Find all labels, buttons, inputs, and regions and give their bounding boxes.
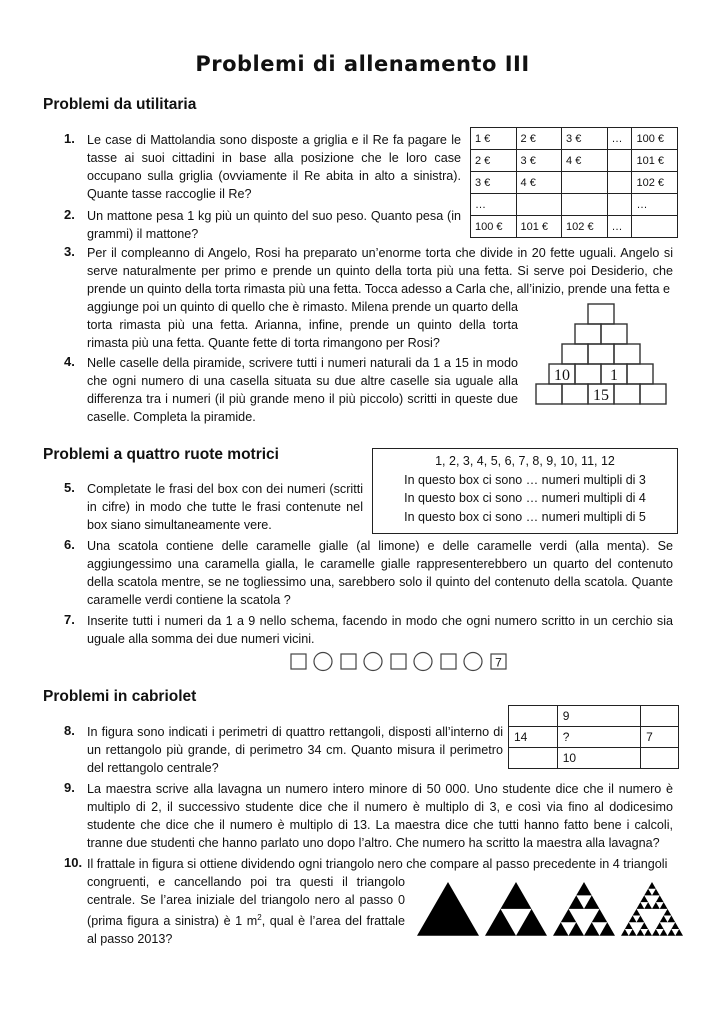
grid-cell: 3 €: [516, 150, 562, 172]
problem-number: 3.: [64, 244, 75, 259]
grid-cell: …: [607, 216, 632, 238]
problem-number: 1.: [64, 131, 75, 146]
problem-text: [87, 873, 405, 949]
problem-number: 7.: [64, 612, 75, 627]
fractal-figure: [415, 880, 685, 936]
grid-cell: …: [471, 194, 517, 216]
fractal-step-3-triangle: [668, 916, 676, 923]
grid-cell: …: [632, 194, 678, 216]
fractal-step-3-triangle: [644, 929, 652, 936]
problem-number: 8.: [64, 723, 75, 738]
rect-right-perimeter: 7: [641, 727, 679, 748]
grid-cell: [607, 172, 632, 194]
grid-cell: 3 €: [471, 172, 517, 194]
grid-cell: 102 €: [562, 216, 608, 238]
problem-text: Una scatola contiene delle caramelle gialle (al limone) e delle caramelle verdi (alla menta). Se aggiungessimo una caramella gialla, le caramelle gialle rappresenterebbero un quarto del contenuto della scatola mentre, se ne togliessimo una, sarebbero solo il quinto del contenuto della scatola. Quante caramelle verdi contiene la scatola ?: [87, 539, 673, 608]
grid-cell: 2 €: [516, 128, 562, 150]
fractal-step-3-triangle: [637, 929, 645, 936]
statements-box: [372, 448, 678, 534]
fractal-step-3-triangle: [671, 922, 679, 929]
fractal-step-3-triangle: [660, 916, 668, 923]
problem-text: Per il compleanno di Angelo, Rosi ha preparato un’enorme torta che divide in 20 fette uguali. Angelo si serve naturalmente per primo e prende un quinto della torta più una fetta. Si serve poi Desiderio, che prende un quinto della torta rimasta più una fetta. Tocca adesso a Carla che, all’inizio, prende una fetta e: [87, 246, 673, 297]
problem-number: 2.: [64, 207, 75, 222]
fractal-step-3-triangle: [652, 889, 660, 896]
fractal-step-2-triangle: [569, 922, 585, 935]
problem-text: Le case di Mattolandia sono disposte a griglia e il Re fa pagare le tasse ai suoi cittadini in base alla posizione che le loro case occupano sulla griglia (ovviamente il Re abita in alto a sinistra). Quante tasse raccoglie il Re?: [87, 133, 461, 202]
fractal-step-3-triangle: [675, 929, 683, 936]
problem-text: Un mattone pesa 1 kg più un quinto del suo peso. Quanto pesa (in grammi) il mattone?: [87, 209, 461, 242]
grid-cell: 4 €: [516, 172, 562, 194]
problem-number: 4.: [64, 354, 75, 369]
fractal-step-2-triangle: [561, 909, 577, 922]
grid-cell: 3 €: [562, 128, 608, 150]
scheme-given-value: 7: [495, 655, 502, 670]
fractal-step-2-triangle: [553, 922, 569, 935]
grid-cell: 100 €: [632, 128, 678, 150]
fractal-step-1-triangle: [501, 882, 532, 909]
grid-cell: [607, 150, 632, 172]
grid-row: [471, 150, 678, 172]
grid-cell: 102 €: [632, 172, 678, 194]
grid-row: [471, 194, 678, 216]
pyramid-value: 10: [554, 367, 570, 384]
fractal-step-3-triangle: [629, 929, 637, 936]
problem-text: Completate le frasi del box con dei numeri (scritti in cifre) in modo che tutte le frasi contenute nel box siano simultaneamente vere.: [87, 482, 363, 533]
problem-text: aggiunge poi un quinto di quello che è rimasto. Milena prende un quarto della torta rimasta più una fetta. Arianna, infine, prende un quinto della torta rimasta più una fetta. Quante fette di torta rimangono per Rosi?: [87, 300, 518, 351]
fractal-step-0-triangle: [417, 882, 479, 936]
rect-top-perimeter: 9: [557, 706, 640, 727]
rect-left-perimeter: 14: [509, 727, 558, 748]
fractal-step-1-triangle: [516, 909, 547, 936]
problem-text: La maestra scrive alla lavagna un numero intero minore di 50 000. Uno studente dice che il numero è multiplo di 2, il successivo studente dice che il numero è multiplo di 3, e così via fino al dodicesimo studente che dice che il numero è multiplo di 13. La maestra dice che tutti hanno fatto bene i calcoli, tranne due studenti che hanno parlato uno dopo l’altro. Che numero ha scritto la maestra alla lavagna?: [87, 782, 673, 851]
fractal-step-2-triangle: [584, 895, 600, 908]
section-heading-utilitaria: Problemi da utilitaria: [43, 96, 197, 113]
rect-bottom-perimeter: 10: [557, 748, 640, 769]
problem-text-part: , qual è l’area del frattale al passo 2013?: [87, 914, 405, 947]
fractal-step-3-triangle: [652, 929, 660, 936]
fractal-step-3-triangle: [656, 922, 664, 929]
fractal-step-3-triangle: [648, 882, 656, 889]
grid-cell: [562, 194, 608, 216]
problem-number: 9.: [64, 780, 75, 795]
rect-center-unknown: ?: [557, 727, 640, 748]
grid-row: [471, 128, 678, 150]
grid-cell: [516, 194, 562, 216]
problem-number: 6.: [64, 537, 75, 552]
fractal-step-2-triangle: [592, 909, 608, 922]
fractal-step-3-triangle: [637, 916, 645, 923]
fractal-step-2-triangle: [584, 922, 600, 935]
pyramid-value: 1: [610, 367, 618, 384]
grid-cell: [607, 194, 632, 216]
problem-number: 5.: [64, 480, 75, 495]
fractal-step-2-triangle: [576, 882, 592, 895]
grid-cell: [632, 216, 678, 238]
pyramid-value: 15: [593, 387, 609, 404]
box-line: In questo box ci sono … numeri multipli di 4: [404, 491, 646, 505]
grid-row: [471, 172, 678, 194]
problem-text: Inserite tutti i numeri da 1 a 9 nello schema, facendo in modo che ogni numero scritto in un cerchio sia uguale alla somma dei due numeri vicini.: [87, 614, 673, 647]
grid-cell: 4 €: [562, 150, 608, 172]
fractal-step-3-triangle: [664, 909, 672, 916]
problem-number: 10.: [64, 855, 83, 870]
fractal-step-3-triangle: [625, 922, 633, 929]
fractal-step-3-triangle: [621, 929, 629, 936]
fractal-step-3-triangle: [629, 916, 637, 923]
grid-cell: 2 €: [471, 150, 517, 172]
problem-text: Il frattale in figura si ottiene dividendo ogni triangolo nero che compare al passo precedente in 4 triangoli: [87, 857, 668, 871]
circle-square-scheme: [288, 651, 510, 673]
grid-cell: …: [607, 128, 632, 150]
fractal-step-3-triangle: [652, 902, 660, 909]
fractal-step-1-triangle: [485, 909, 516, 936]
problem-text: In figura sono indicati i perimetri di quattro rettangoli, disposti all’interno di un rettangolo più grande, di perimetro 34 cm. Quanto misura il perimetro del rettangolo centrale?: [87, 725, 503, 776]
fractal-step-3-triangle: [660, 902, 668, 909]
grid-cell: 101 €: [632, 150, 678, 172]
problem-text: Nelle caselle della piramide, scrivere tutti i numeri naturali da 1 a 15 in modo che ogni numero di una casella situata su due altre caselle sia uguale alla differenza tra i numeri (il più grande meno il più piccolo) scritti in queste due caselle. Completa la piramide.: [87, 356, 518, 425]
grid-cell: 101 €: [516, 216, 562, 238]
section-heading-cabriolet: Problemi in cabriolet: [43, 688, 197, 705]
fractal-step-2-triangle: [600, 922, 616, 935]
fractal-step-3-triangle: [640, 922, 648, 929]
tax-grid-table: [470, 127, 678, 238]
grid-cell: [562, 172, 608, 194]
section-heading-quattro-ruote: Problemi a quattro ruote motrici: [43, 446, 279, 463]
grid-row: [471, 216, 678, 238]
rectangles-figure: [508, 705, 679, 769]
fractal-step-2-triangle: [569, 895, 585, 908]
box-line: 1, 2, 3, 4, 5, 6, 7, 8, 9, 10, 11, 12: [435, 454, 615, 468]
box-line: In questo box ci sono … numeri multipli di 3: [404, 472, 646, 487]
fractal-step-3-triangle: [633, 909, 641, 916]
superscript: 2: [257, 913, 262, 923]
fractal-step-3-triangle: [644, 889, 652, 896]
box-line: In questo box ci sono … numeri multipli di 5: [404, 509, 646, 524]
fractal-step-3-triangle: [656, 895, 664, 902]
fractal-step-3-triangle: [640, 895, 648, 902]
problem-text-part: congruenti, e cancellando poi tra questi il triangolo centrale. Se l’area iniziale del triangolo nero al passo 0 (prima figura a sinistra) è 1 m: [87, 875, 405, 929]
fractal-step-3-triangle: [644, 902, 652, 909]
fractal-step-3-triangle: [660, 929, 668, 936]
grid-cell: 1 €: [471, 128, 517, 150]
page-title: Problemi di allenamento III: [195, 52, 530, 76]
grid-cell: 100 €: [471, 216, 517, 238]
pyramid-figure: [533, 302, 669, 414]
fractal-step-3-triangle: [637, 902, 645, 909]
fractal-step-3-triangle: [668, 929, 676, 936]
